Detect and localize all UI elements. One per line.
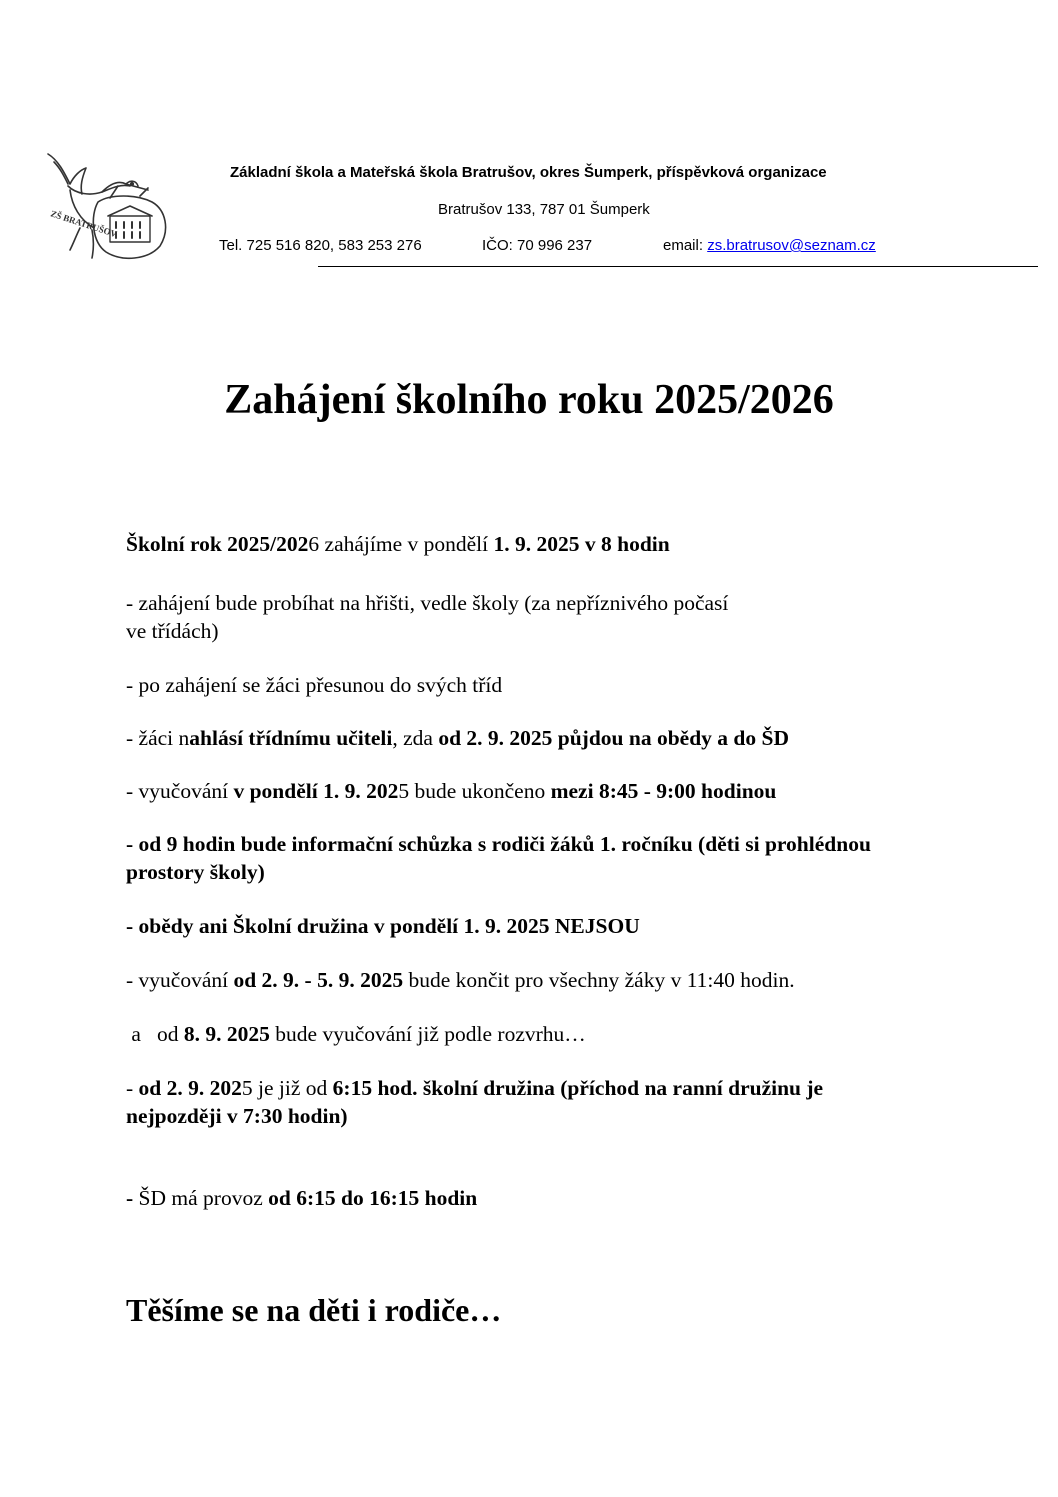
text-line: - zahájení bude probíhat na hřišti, vedle školy (za nepříznivého počasí bbox=[126, 591, 729, 615]
paragraph-location bbox=[126, 589, 926, 645]
text-regular: , zda bbox=[392, 726, 439, 750]
paragraph-schedule bbox=[126, 1020, 926, 1048]
text-regular: - vyučování bbox=[126, 779, 234, 803]
paragraph-first-week bbox=[126, 966, 926, 994]
text-regular: bude končit pro všechny žáky v 11:40 hodin. bbox=[403, 968, 795, 992]
paragraph-lunch-registration bbox=[126, 724, 926, 752]
school-name: Základní škola a Mateřská škola Bratrušov, okres Šumperk, příspěvková organizace bbox=[230, 164, 827, 181]
paragraph-club-hours bbox=[126, 1184, 926, 1212]
closing-line: Těšíme se na děti i rodiče… bbox=[126, 1292, 502, 1328]
logo-text: ZŠ BRATRUŠOV bbox=[49, 208, 119, 240]
text-bold: ahlásí třídnímu učiteli bbox=[189, 726, 393, 750]
text-regular: - vyučování bbox=[126, 968, 234, 992]
paragraph-start-date bbox=[126, 530, 926, 558]
text-regular: a od bbox=[126, 1022, 184, 1046]
text-bold: - bbox=[126, 1186, 139, 1210]
text-bold: od 6:15 do 16:15 hodin bbox=[268, 1186, 478, 1210]
telephone-numbers: Tel. 725 516 820, 583 253 276 bbox=[219, 237, 422, 254]
email-label: email: bbox=[663, 237, 708, 254]
school-logo-stork-icon bbox=[40, 150, 185, 270]
text-bold: 6:15 hod. školní družina (příchod na ranní družinu je nejpozději v 7:30 hodin) bbox=[126, 1076, 824, 1128]
header-divider bbox=[318, 266, 1038, 267]
school-address: Bratrušov 133, 787 01 Šumperk bbox=[438, 201, 650, 218]
text-regular: 5 je již od bbox=[241, 1076, 333, 1100]
page-title: Zahájení školního roku 2025/2026 bbox=[224, 377, 834, 423]
paragraph-first-day-end bbox=[126, 777, 926, 805]
text-regular: 5 bude ukončeno bbox=[398, 779, 551, 803]
paragraph-no-lunch bbox=[126, 912, 926, 940]
text-regular: - bbox=[126, 1076, 139, 1100]
text-regular: ŠD má provoz bbox=[138, 1186, 269, 1210]
paragraph-parent-meeting bbox=[126, 830, 906, 886]
text-bold: mezi 8:45 - 9:00 hodinou bbox=[550, 779, 777, 803]
text-regular: - žáci n bbox=[126, 726, 190, 750]
email-link[interactable]: zs.bratrusov@seznam.cz bbox=[707, 237, 876, 254]
text-bold: - od 9 hodin bude informační schůzka s rodiči žáků 1. ročníku (děti si prohlédnou prostory školy) bbox=[126, 832, 871, 884]
company-id: IČO: 70 996 237 bbox=[482, 237, 593, 254]
text-bold: Školní rok 2025/202 bbox=[126, 532, 309, 556]
email-block bbox=[663, 237, 876, 254]
text-bold: 8. 9. 2025 bbox=[183, 1022, 270, 1046]
text-bold: od 2. 9. - 5. 9. 2025 bbox=[233, 968, 404, 992]
paragraph-morning-club bbox=[126, 1074, 916, 1130]
text-line: ve třídách) bbox=[126, 619, 219, 643]
text-bold: 1. 9. 2025 v 8 hodin bbox=[493, 532, 670, 556]
text-regular: 6 zahájíme v pondělí bbox=[308, 532, 494, 556]
text-bold: od 2. 9. 202 bbox=[138, 1076, 242, 1100]
text-bold: v pondělí 1. 9. 202 bbox=[233, 779, 399, 803]
text-bold: od 2. 9. 2025 půjdou na obědy a do ŠD bbox=[438, 726, 789, 750]
text-bold: - obědy ani Školní družina v pondělí 1. 9. 2025 NEJSOU bbox=[126, 914, 640, 938]
paragraph-after-opening: - po zahájení se žáci přesunou do svých tříd bbox=[126, 673, 503, 697]
text-regular: bude vyučování již podle rozvrhu… bbox=[269, 1022, 586, 1046]
